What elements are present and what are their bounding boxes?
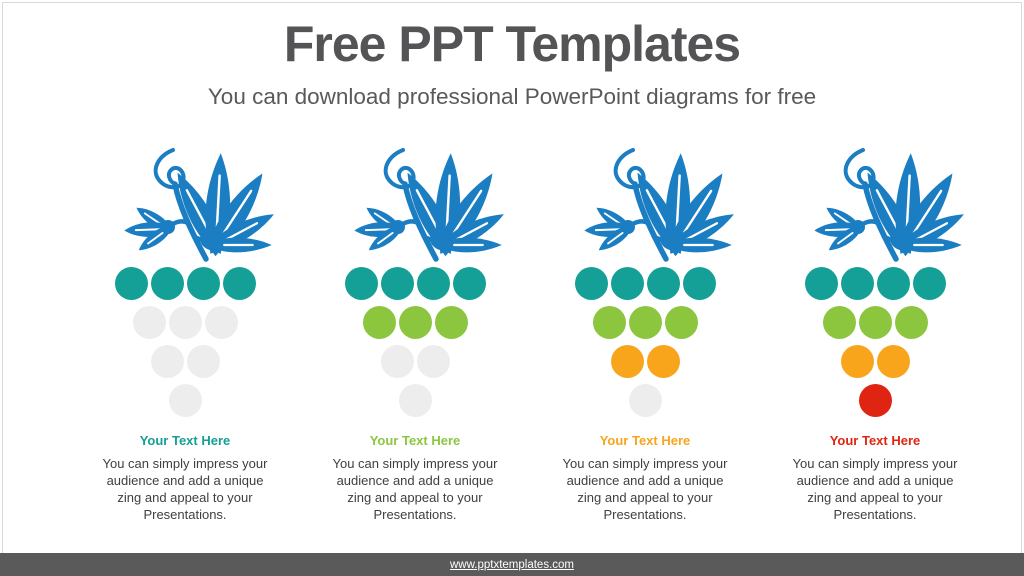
- orange-grape-dot: [877, 345, 910, 378]
- gray-grape-dot: [381, 345, 414, 378]
- grape-diagram-columns: [70, 147, 990, 523]
- teal-grape-dot: [575, 267, 608, 300]
- teal-grape-dot: [913, 267, 946, 300]
- teal-grape-dot: [381, 267, 414, 300]
- grape-dot-row: [823, 306, 928, 339]
- column-description: You can simply impress your audience and add a unique zing and appeal to your Presentations.: [792, 456, 958, 522]
- column-heading: Your Text Here: [139, 433, 231, 448]
- teal-grape-dot: [417, 267, 450, 300]
- grape-dot-row: [151, 345, 220, 378]
- gray-grape-dot: [205, 306, 238, 339]
- grape-dot-row: [611, 345, 680, 378]
- green-grape-dot: [435, 306, 468, 339]
- grape-dot-cluster: [115, 267, 256, 417]
- grape-dot-row: [805, 267, 946, 300]
- teal-grape-dot: [841, 267, 874, 300]
- gray-grape-dot: [417, 345, 450, 378]
- orange-grape-dot: [611, 345, 644, 378]
- grape-column: [70, 147, 300, 523]
- teal-grape-dot: [345, 267, 378, 300]
- grape-dot-row: [133, 306, 238, 339]
- footer-bar: [0, 553, 1024, 576]
- grape-vine-leaf-icon: [576, 147, 736, 265]
- red-grape-dot: [859, 384, 892, 417]
- grape-dot-row: [381, 345, 450, 378]
- gray-grape-dot: [169, 306, 202, 339]
- column-description: You can simply impress your audience and add a unique zing and appeal to your Presentations.: [332, 456, 498, 522]
- grape-column: [300, 147, 530, 523]
- teal-grape-dot: [187, 267, 220, 300]
- grape-dot-row: [345, 267, 486, 300]
- column-description: You can simply impress your audience and add a unique zing and appeal to your Presentations.: [102, 456, 268, 522]
- teal-grape-dot: [453, 267, 486, 300]
- grape-dot-row: [115, 267, 256, 300]
- gray-grape-dot: [133, 306, 166, 339]
- grape-dot-row: [629, 384, 662, 417]
- green-grape-dot: [895, 306, 928, 339]
- green-grape-dot: [859, 306, 892, 339]
- gray-grape-dot: [399, 384, 432, 417]
- green-grape-dot: [363, 306, 396, 339]
- grape-dot-cluster: [345, 267, 486, 417]
- orange-grape-dot: [647, 345, 680, 378]
- green-grape-dot: [399, 306, 432, 339]
- grape-vine-leaf-icon: [346, 147, 506, 265]
- teal-grape-dot: [647, 267, 680, 300]
- column-heading: Your Text Here: [599, 433, 691, 448]
- column-heading: Your Text Here: [829, 433, 921, 448]
- teal-grape-dot: [611, 267, 644, 300]
- grape-dot-row: [169, 384, 202, 417]
- column-heading: Your Text Here: [369, 433, 461, 448]
- grape-dot-row: [593, 306, 698, 339]
- grape-dot-row: [575, 267, 716, 300]
- page-subtitle: You can download professional PowerPoint diagrams for free: [207, 84, 817, 109]
- grape-dot-row: [841, 345, 910, 378]
- column-description: You can simply impress your audience and add a unique zing and appeal to your Presentations.: [562, 456, 728, 522]
- grape-dot-cluster: [805, 267, 946, 417]
- gray-grape-dot: [169, 384, 202, 417]
- green-grape-dot: [629, 306, 662, 339]
- footer-link[interactable]: www.pptxtemplates.com: [450, 558, 574, 571]
- gray-grape-dot: [629, 384, 662, 417]
- gray-grape-dot: [151, 345, 184, 378]
- teal-grape-dot: [683, 267, 716, 300]
- orange-grape-dot: [841, 345, 874, 378]
- grape-dot-row: [859, 384, 892, 417]
- teal-grape-dot: [151, 267, 184, 300]
- teal-grape-dot: [223, 267, 256, 300]
- grape-column: [530, 147, 760, 523]
- grape-dot-cluster: [575, 267, 716, 417]
- teal-grape-dot: [115, 267, 148, 300]
- grape-dot-row: [363, 306, 468, 339]
- page-title: Free PPT Templates: [283, 16, 741, 72]
- grape-vine-leaf-icon: [116, 147, 276, 265]
- teal-grape-dot: [877, 267, 910, 300]
- green-grape-dot: [823, 306, 856, 339]
- green-grape-dot: [665, 306, 698, 339]
- green-grape-dot: [593, 306, 626, 339]
- grape-dot-row: [399, 384, 432, 417]
- gray-grape-dot: [187, 345, 220, 378]
- teal-grape-dot: [805, 267, 838, 300]
- grape-vine-leaf-icon: [806, 147, 966, 265]
- grape-column: [760, 147, 990, 523]
